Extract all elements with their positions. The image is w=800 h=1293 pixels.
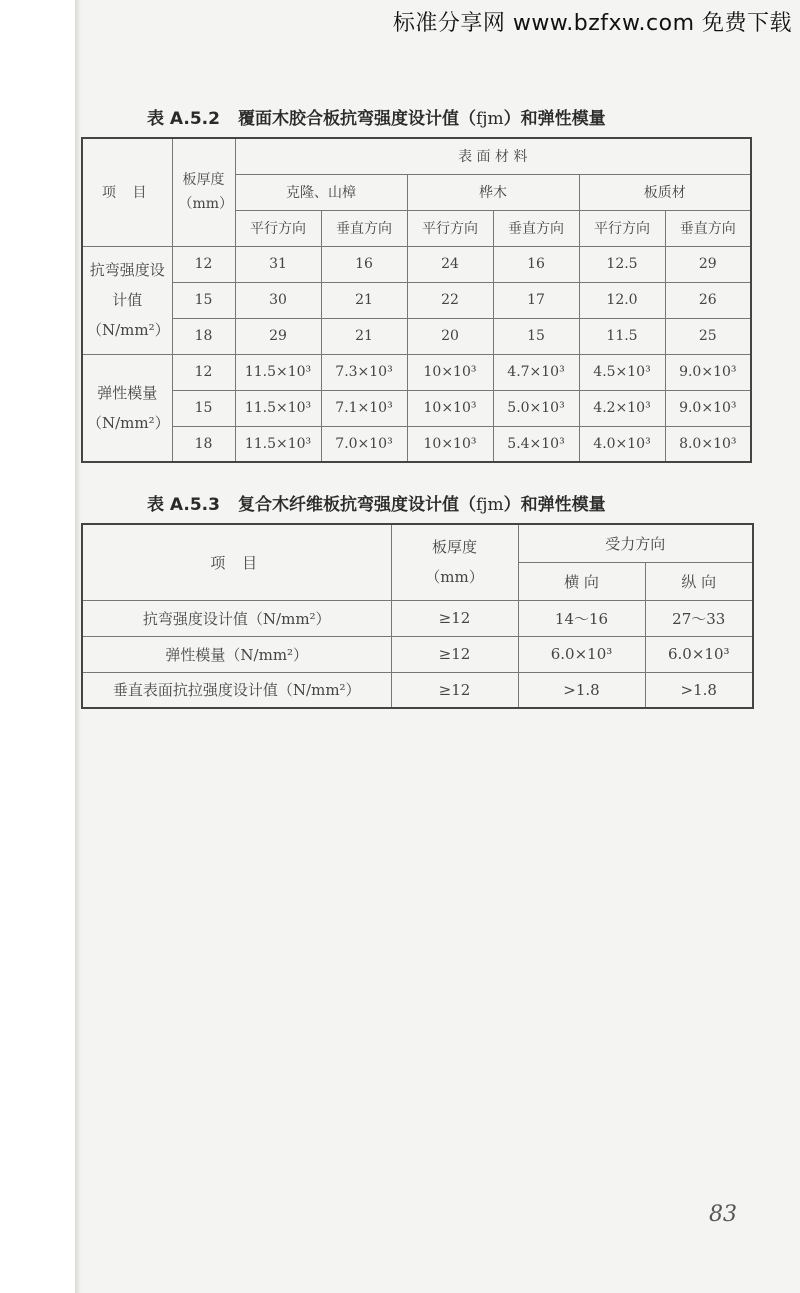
table1-direction: 垂直方向: [321, 210, 407, 246]
table2-header-item: 项 目: [82, 524, 391, 600]
table2-direction-transverse: 横 向: [518, 562, 645, 600]
table1-cell: 11.5: [579, 318, 665, 354]
table1-cell: 26: [665, 282, 751, 318]
table1-cell: 7.0×10³: [321, 426, 407, 462]
table1-cell: 10×10³: [407, 390, 493, 426]
table1-thickness: 12: [172, 246, 235, 282]
page-number: 83: [709, 1202, 737, 1227]
table1-direction: 平行方向: [235, 210, 321, 246]
table1-direction: 平行方向: [407, 210, 493, 246]
table1-thickness: 15: [172, 282, 235, 318]
table2-title-symbol: fjm: [475, 495, 504, 515]
table1-cell: 20: [407, 318, 493, 354]
table2-thickness: ≥12: [391, 600, 518, 636]
table1-cell: 16: [321, 246, 407, 282]
table1-group-label: 弹性模量（N/mm²）: [82, 354, 172, 462]
table-row: [82, 600, 753, 636]
table2-title-end: ）和弹性模量: [503, 495, 606, 515]
table1-cell: 9.0×10³: [665, 354, 751, 390]
table1-material-1: 克隆、山樟: [235, 174, 407, 210]
table2-cell: >1.8: [518, 672, 645, 708]
table2-header-force-direction: 受力方向: [518, 524, 753, 562]
table1-group-label: 抗弯强度设计值（N/mm²）: [82, 246, 172, 354]
table2-item: 垂直表面抗拉强度设计值（N/mm²）: [82, 672, 391, 708]
table1-number: 表 A.5.2: [147, 109, 220, 129]
table-a52: [81, 137, 752, 463]
table1-direction: 平行方向: [579, 210, 665, 246]
table1-direction: 垂直方向: [493, 210, 579, 246]
table1-cell: 16: [493, 246, 579, 282]
table1-cell: 10×10³: [407, 426, 493, 462]
table1-cell: 15: [493, 318, 579, 354]
table2-item: 弹性模量（N/mm²）: [82, 636, 391, 672]
table2-cell: 14～16: [518, 600, 645, 636]
table-row: [82, 282, 751, 318]
table-row: [82, 672, 753, 708]
table-a53: [81, 523, 754, 709]
table1-cell: 12.5: [579, 246, 665, 282]
table1-title-start: 覆面木胶合板抗弯强度设计值（: [237, 109, 476, 129]
table1-thickness: 15: [172, 390, 235, 426]
table2-cell: 6.0×10³: [645, 636, 753, 672]
table2-thickness: ≥12: [391, 672, 518, 708]
table1-cell: 30: [235, 282, 321, 318]
table2-cell: 27～33: [645, 600, 753, 636]
table1-cell: 4.2×10³: [579, 390, 665, 426]
table1-cell: 22: [407, 282, 493, 318]
table1-cell: 4.0×10³: [579, 426, 665, 462]
table2-cell: 6.0×10³: [518, 636, 645, 672]
table1-cell: 31: [235, 246, 321, 282]
table1-cell: 11.5×10³: [235, 354, 321, 390]
table1-cell: 10×10³: [407, 354, 493, 390]
table1-cell: 12.0: [579, 282, 665, 318]
table2-caption: [147, 490, 606, 515]
table1-title-end: ）和弹性模量: [503, 109, 606, 129]
table1-direction: 垂直方向: [665, 210, 751, 246]
table1-header-surface-material: 表 面 材 料: [235, 138, 751, 174]
table2-number: 表 A.5.3: [147, 495, 220, 515]
table2-thickness: ≥12: [391, 636, 518, 672]
table1-cell: 29: [665, 246, 751, 282]
table1-cell: 4.7×10³: [493, 354, 579, 390]
table1-thickness: 18: [172, 426, 235, 462]
table1-material-2: 桦木: [407, 174, 579, 210]
table1-cell: 7.1×10³: [321, 390, 407, 426]
table1-cell: 21: [321, 282, 407, 318]
table1-material-3: 板质材: [579, 174, 751, 210]
table1-cell: 7.3×10³: [321, 354, 407, 390]
table1-cell: 5.0×10³: [493, 390, 579, 426]
table1-title-symbol: fjm: [475, 109, 504, 129]
table-row: [82, 318, 751, 354]
table1-cell: 4.5×10³: [579, 354, 665, 390]
table1-cell: 11.5×10³: [235, 390, 321, 426]
table-row: [82, 354, 751, 390]
table1-caption: [147, 104, 606, 129]
table2-title-start: 复合木纤维板抗弯强度设计值（: [237, 495, 476, 515]
table1-header-thickness: 板厚度（mm）: [172, 138, 235, 246]
table1-cell: 17: [493, 282, 579, 318]
table2-item: 抗弯强度设计值（N/mm²）: [82, 600, 391, 636]
table1-cell: 24: [407, 246, 493, 282]
table2-header-thickness: 板厚度（mm）: [391, 524, 518, 600]
table1-header-item: 项 目: [82, 138, 172, 246]
table1-cell: 5.4×10³: [493, 426, 579, 462]
table1-cell: 8.0×10³: [665, 426, 751, 462]
table-row: [82, 246, 751, 282]
table2-cell: >1.8: [645, 672, 753, 708]
watermark: 标准分享网 www.bzfxw.com 免费下载: [392, 11, 792, 36]
table-row: [82, 390, 751, 426]
table1-cell: 9.0×10³: [665, 390, 751, 426]
table1-cell: 29: [235, 318, 321, 354]
table1-cell: 25: [665, 318, 751, 354]
table2-direction-longitudinal: 纵 向: [645, 562, 753, 600]
table1-thickness: 12: [172, 354, 235, 390]
table1-cell: 21: [321, 318, 407, 354]
table-row: [82, 426, 751, 462]
table1-thickness: 18: [172, 318, 235, 354]
table1-cell: 11.5×10³: [235, 426, 321, 462]
table-row: [82, 636, 753, 672]
